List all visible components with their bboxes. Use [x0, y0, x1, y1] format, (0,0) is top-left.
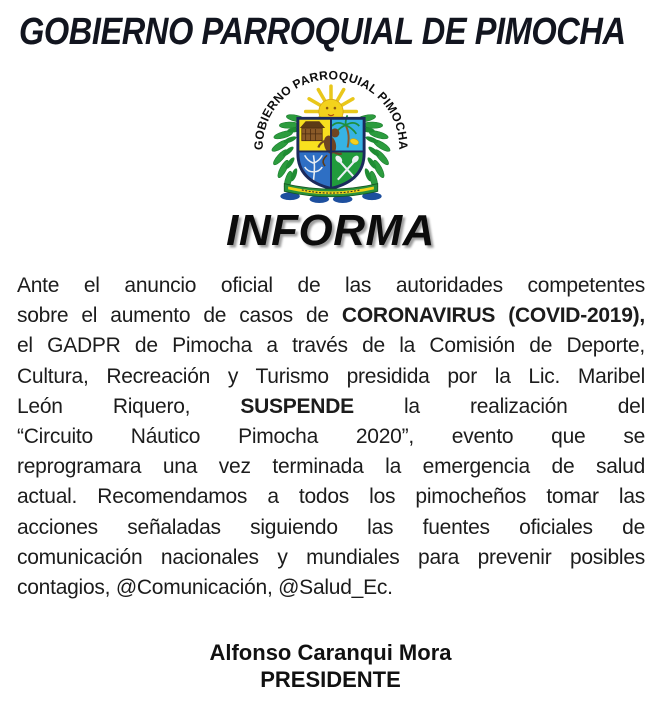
- logo-arc-text: GOBIERNO PARROQUIAL PIMOCHA: [251, 68, 410, 151]
- paragraph-line: “Circuito Náutico Pimocha 2020”, evento que se: [17, 425, 645, 449]
- paragraph-line: sobre el aumento de casos de CORONAVIRUS (COVID-2019),: [17, 304, 645, 328]
- page-title: GOBIERNO PARROQUIAL DE PIMOCHA: [19, 11, 626, 53]
- parish-coat-of-arms-logo: [233, 54, 429, 202]
- signature-block: [0, 639, 661, 693]
- announcement-paragraph: [17, 271, 645, 603]
- paragraph-line: León Riquero, SUSPENDE la realización del: [17, 394, 645, 418]
- paragraph-line: Cultura, Recreación y Turismo presidida por la Lic. Maribel: [17, 364, 645, 388]
- coat-of-arms-svg: [233, 54, 429, 205]
- paragraph-line: acciones señaladas siguiendo las fuentes oficiales de: [17, 515, 645, 539]
- paragraph-line: Ante el anuncio oficial de las autoridades competentes: [17, 274, 645, 297]
- paragraph-line: contagios, @Comunicación, @Salud_Ec.: [17, 576, 393, 600]
- paragraph-line: el GADPR de Pimocha a través de la Comisión de Deporte,: [17, 334, 645, 358]
- shield: [297, 115, 363, 188]
- signature-role: PRESIDENTE: [260, 667, 401, 692]
- signature-name: Alfonso Caranqui Mora: [209, 640, 452, 665]
- informa-heading: INFORMA: [226, 206, 435, 255]
- cabin-icon: [299, 121, 324, 140]
- paragraph-line: comunicación nacionales y mundiales para prevenir posibles: [17, 545, 645, 569]
- paragraph-line: reprogramara una vez terminada la emergencia de salud: [17, 455, 645, 479]
- paragraph-line: actual. Recomendamos a todos los pimocheños tomar las: [17, 485, 645, 509]
